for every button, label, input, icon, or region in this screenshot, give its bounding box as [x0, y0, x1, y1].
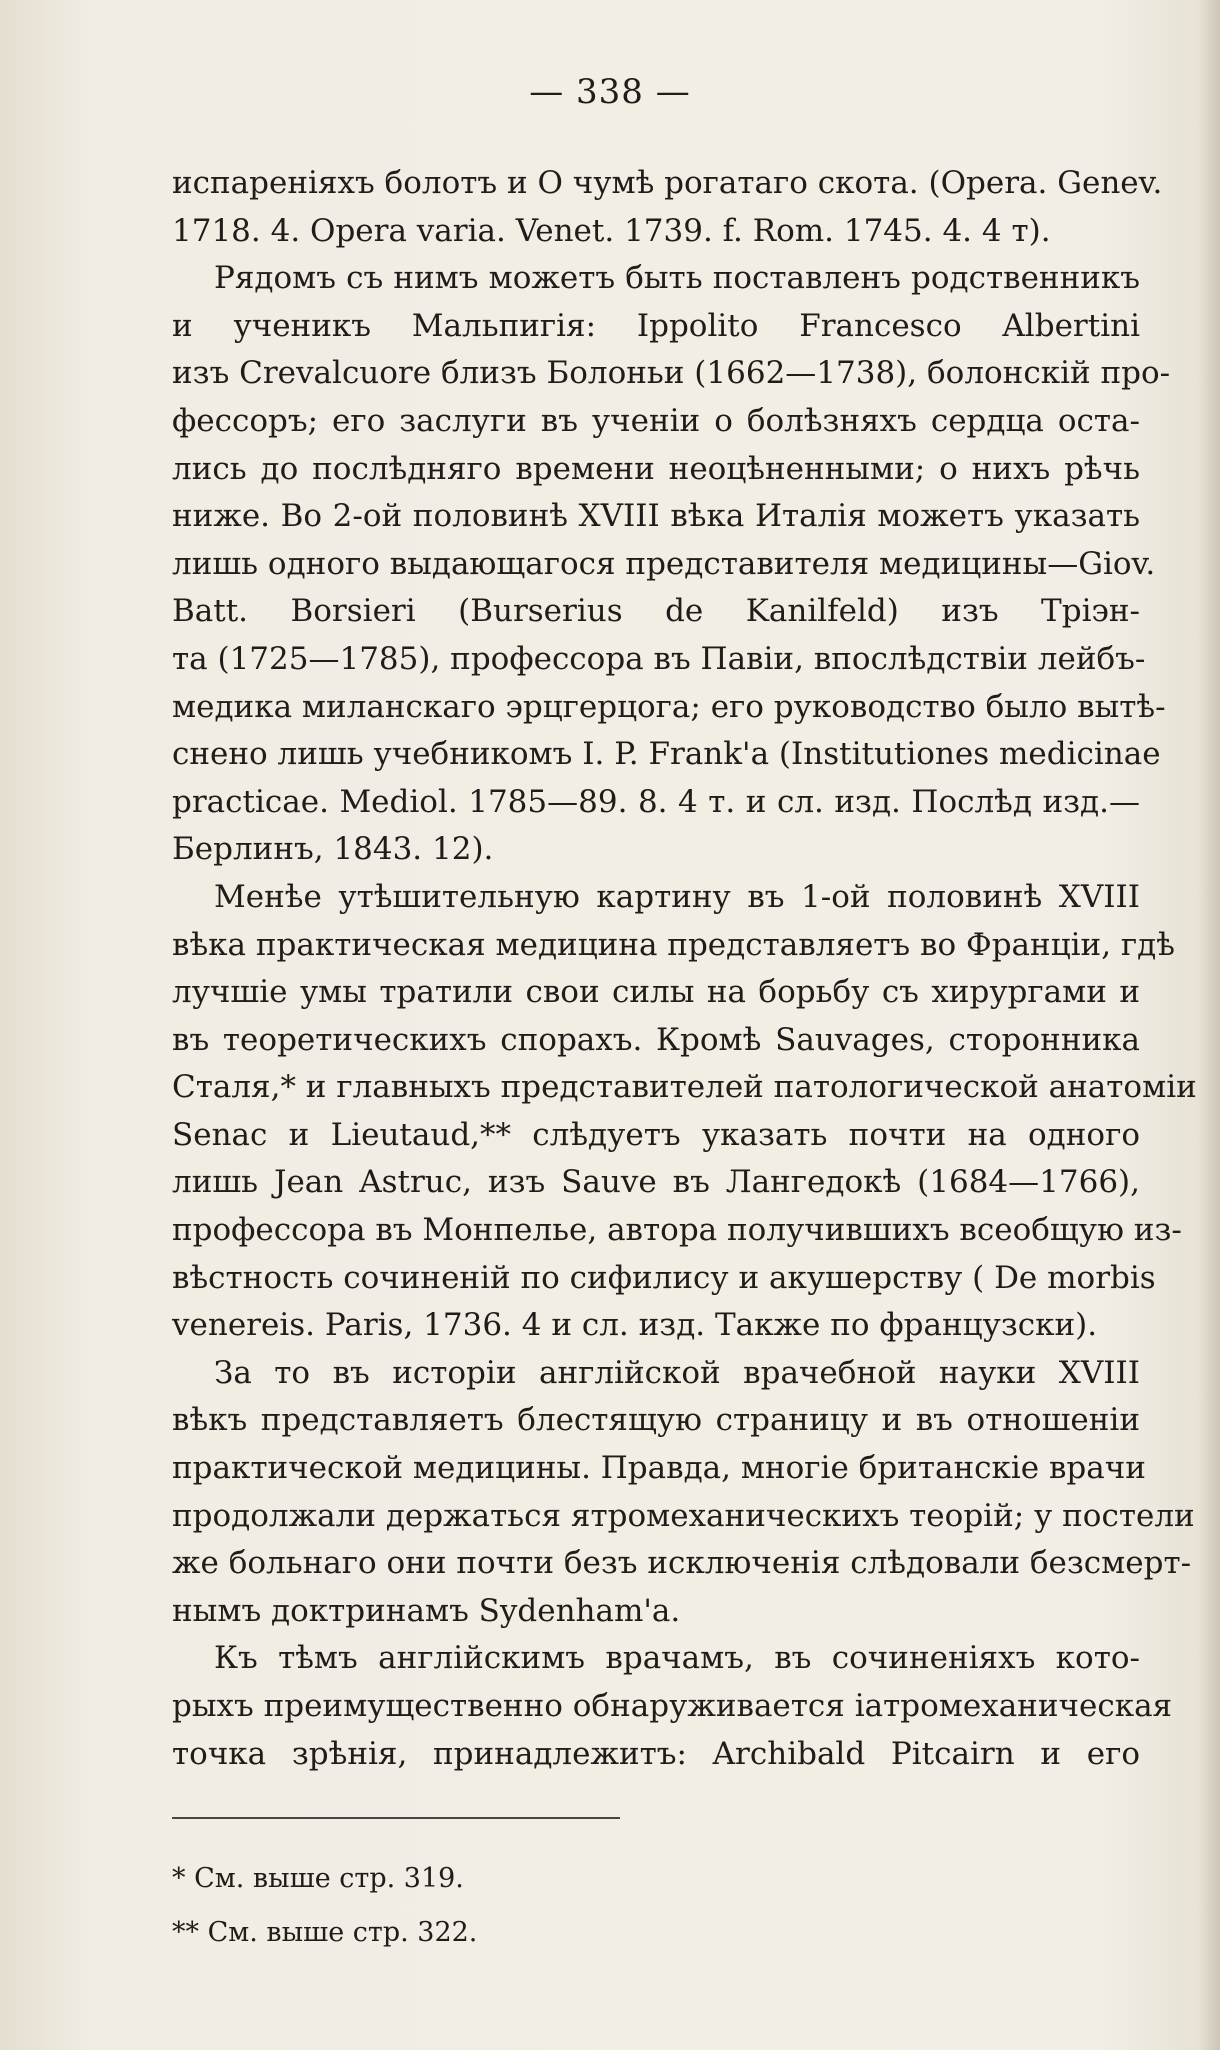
text-line: та (1725—1785), профессора въ Павіи, впослѣдствіи лейбъ-	[172, 640, 1146, 677]
text-line: вѣстность сочиненій по сифилису и акушерству ( De morbis	[172, 1259, 1156, 1296]
text-line: Рядомъ съ нимъ можетъ быть поставленъ родственникъ	[214, 260, 1140, 297]
text-line: рыхъ преимущественно обнаруживается іатромеханическая	[172, 1688, 1173, 1724]
text-line: же больнаго они почти безъ исключенія слѣдовали безсмерт-	[172, 1545, 1192, 1582]
text-line: фессоръ; его заслуги въ ученіи о болѣзняхъ сердца оста-	[172, 402, 1140, 439]
text-line: practicae. Mediol. 1785—89. 8. 4 т. и сл. изд. Послѣд изд.—	[172, 783, 1140, 820]
text-line: практической медицины. Правда, многіе британскіе врачи	[172, 1450, 1146, 1487]
footnote: ** См. выше стр. 322.	[172, 1917, 478, 1948]
text-line: venereis. Paris, 1736. 4 и сл. изд. Также по французски).	[172, 1307, 1098, 1344]
footnote-divider	[172, 1817, 620, 1819]
text-line: ниже. Во 2-ой половинѣ XVIII вѣка Италія можетъ указать	[172, 498, 1140, 535]
text-line: лучшіе умы тратили свои силы на борьбу съ хирургами и	[172, 974, 1140, 1011]
text-line: лишь Jean Astruc, изъ Sauve въ Лангедокѣ (1684—1766),	[172, 1164, 1140, 1201]
text-line: снено лишь учебникомъ I. P. Frank'a (Institutiones medicinae	[172, 736, 1161, 773]
text-line: Batt. Borsieri (Burserius de Kanilfeld) изъ Тріэн-	[172, 593, 1140, 630]
text-line: вѣка практическая медицина представляетъ во Франціи, гдѣ	[172, 926, 1175, 963]
footnote: * См. выше стр. 319.	[172, 1863, 464, 1894]
text-line: испареніяхъ болотъ и О чумѣ рогатаго скота. (Opera. Genev.	[172, 165, 1163, 201]
text-line: Senac и Lieutaud,** слѣдуетъ указать почти на одного	[172, 1116, 1140, 1153]
text-line: изъ Crevalcuore близъ Болоньи (1662—1738), болонскій про-	[172, 355, 1171, 392]
text-line: лишь одного выдающагося представителя медицины—Giov.	[172, 545, 1156, 582]
text-line: медика миланскаго эрцгерцога; его руководство было вытѣ-	[172, 688, 1166, 725]
text-line: Берлинъ, 1843. 12).	[172, 831, 494, 868]
text-line: нымъ доктринамъ Sydenham'a.	[172, 1592, 681, 1629]
text-line: лись до послѣдняго времени неоцѣненными; о нихъ рѣчь	[172, 450, 1140, 487]
body-text	[172, 160, 1197, 1778]
text-line: Къ тѣмъ англійскимъ врачамъ, въ сочиненіяхъ кото-	[214, 1640, 1140, 1677]
footnotes	[172, 1852, 772, 1960]
text-line: продолжали держаться ятромеханическихъ теорій; у постели	[172, 1497, 1195, 1534]
text-line: и ученикъ Мальпигія: Ippolito Francesco Albertini	[172, 307, 1140, 344]
text-line: въ теоретическихъ спорахъ. Кромѣ Sauvages, сторонника	[172, 1021, 1140, 1058]
text-line: Менѣе утѣшительную картину въ 1-ой половинѣ XVIII	[214, 878, 1140, 915]
text-line: вѣкъ представляетъ блестящую страницу и въ отношеніи	[172, 1402, 1140, 1439]
text-line: Сталя,* и главныхъ представителей патологической анатоміи	[172, 1069, 1197, 1106]
text-line: точка зрѣнія, принадлежитъ: Archibald Pitcairn и его	[172, 1735, 1140, 1772]
page-spine-shadow	[1198, 0, 1220, 2050]
text-line: 1718. 4. Opera varia. Venet. 1739. f. Rom. 1745. 4. 4 т).	[172, 212, 1051, 249]
text-line: профессора въ Монпелье, автора получившихъ всеобщую из-	[172, 1212, 1182, 1249]
page-number: — 338 —	[529, 72, 691, 112]
text-line: За то въ исторіи англійской врачебной науки XVIII	[214, 1354, 1140, 1391]
